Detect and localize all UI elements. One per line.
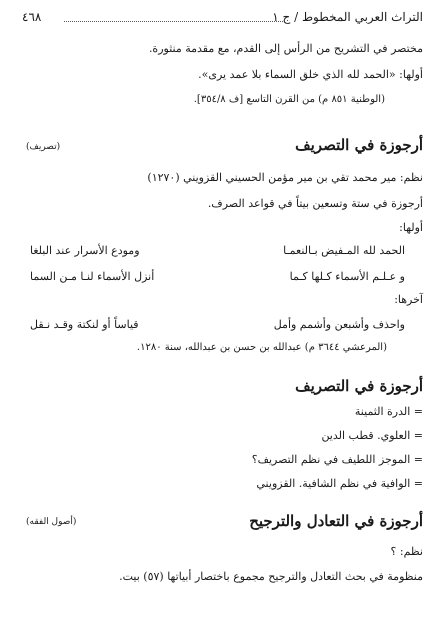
verse-2-hemistich-right: و عـلـم الأسماء كـلها كـما	[289, 270, 405, 283]
entry-1-description: أرجوزة في ستة وتسعين بيتاً في قواعد الصرف.	[207, 197, 423, 210]
document-page	[22, 0, 423, 632]
intro-line-1: مختصر في التشريح من الرأس إلى القدم، مع مقدمة منثورة.	[148, 42, 423, 55]
verse-1-hemistich-right: الحمد لله المـفيض بـالنعمـا	[283, 244, 405, 257]
verse-3-hemistich-right: واحذف وأشبعن وأشمم وأمل	[273, 318, 405, 331]
verse-1-hemistich-left: ومودع الأسرار عند البلغا	[30, 244, 140, 257]
entry-3-category: (أصول الفقه)	[26, 517, 77, 527]
entry-1-reference: (المرعشي ٣٦٤٤ م) عبدالله بن حسن بن عبدالله، سنة ١٢٨٠.	[136, 342, 387, 353]
entry-3-author: نظم: ؟	[390, 545, 423, 558]
entry-2-cross-ref: = العلوي. قطب الدين	[321, 429, 423, 442]
entry-1-first-label: أولها:	[399, 221, 423, 234]
entry-1-category: (تصريف)	[26, 142, 61, 152]
entry-1-last-label: آخرها:	[394, 293, 423, 306]
entry-1-author: نظم: مير محمد تقي بن مير مؤمن الحسيني القزويني (١٢٧٠)	[147, 171, 423, 184]
intro-line-2: أولها: «الحمد لله الذي خلق السماء بلا عمد يرى».	[198, 68, 423, 81]
entry-2-cross-ref: = الدرة الثمينة	[354, 405, 423, 418]
verse-3-hemistich-left: قياساً أو لنكتة وقـد نـقل	[30, 318, 139, 331]
entry-2-cross-ref: = الموجز اللطيف في نظم التصريف؟	[251, 453, 423, 466]
entry-2-title: أرجوزة في التصريف	[295, 377, 423, 395]
entry-3-description: منظومة في بحث التعادل والترجيح مجموع باختصار أبياتها (٥٧) بيت.	[119, 570, 423, 583]
page-number: ٤٦٨	[22, 10, 42, 24]
entry-2-cross-ref: = الوافية في نظم الشافية. القزويني	[256, 477, 423, 490]
header-dotted-leader	[64, 21, 283, 22]
entry-3-title: أرجوزة في التعادل والترجيح	[249, 512, 423, 530]
running-title: التراث العربي المخطوط / ج ١	[272, 10, 423, 24]
intro-reference: (الوطنية ٨٥١ م) من القرن التاسع [ف ٣٥٤/٨].	[193, 94, 385, 105]
verse-2-hemistich-left: أنزل الأسماء لنـا مـن السما	[30, 270, 155, 283]
page-header	[22, 10, 423, 30]
entry-1-title: أرجوزة في التصريف	[295, 136, 423, 154]
